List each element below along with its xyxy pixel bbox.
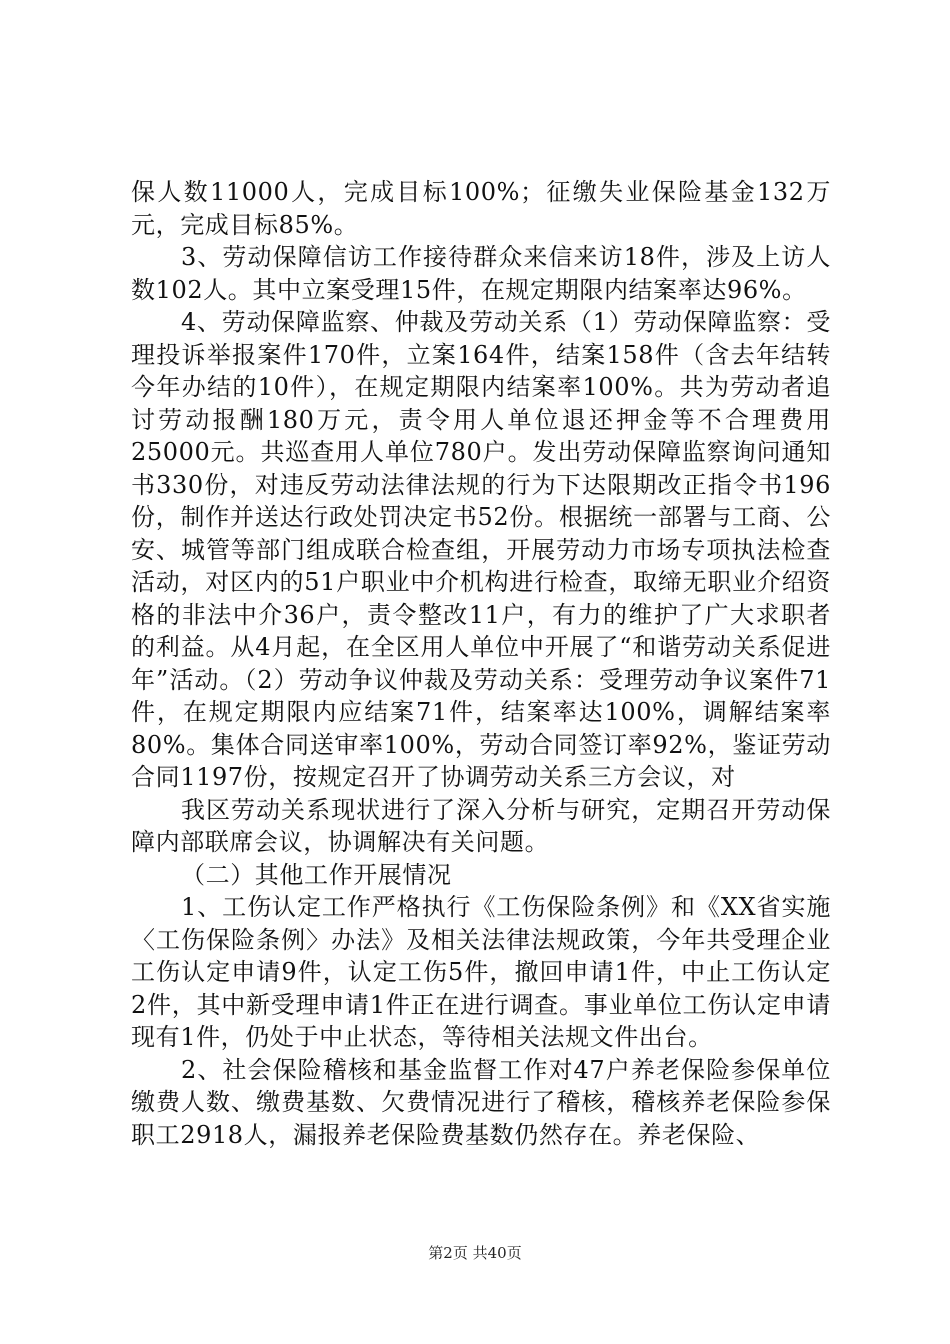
paragraph: 1、工伤认定工作严格执行《工伤保险条例》和《XX省实施〈工伤保险条例〉办法》及相关法律法规政策，今年共受理企业工伤认定申请9件，认定工伤5件，撤回申请1件，中止工伤认定2件，其中新受理申请1件正在进行调查。事业单位工伤认定申请现有1件，仍处于中止状态，等待相关法规文件出台。	[131, 893, 831, 1051]
paragraph: 3、劳动保障信访工作接待群众来信来访18件，涉及上访人数102人。其中立案受理15件，在规定期限内结案率达96%。	[131, 243, 831, 304]
page-number-footer: 第2页 共40页	[428, 1244, 522, 1262]
section-heading: （二）其他工作开展情况	[181, 860, 452, 889]
document-body	[131, 176, 831, 1151]
paragraph: 4、劳动保障监察、仲裁及劳动关系（1）劳动保障监察：受理投诉举报案件170件，立案164件，结案158件（含去年结转今年办结的10件），在规定期限内结案率100%。共为劳动者追讨劳动报酬180万元，责令用人单位退还押金等不合理费用25000元。共巡查用人单位780户。发出劳动保障监察询问通知书330份，对违反劳动法律法规的行为下达限期改正指令书196份，制作并送达行政处罚决定书52份。根据统一部署与工商、公安、城管等部门组成联合检查组，开展劳动力市场专项执法检查活动，对区内的51户职业中介机构进行检查，取缔无职业介绍资格的非法中介36户，责令整改11户，有力的维护了广大求职者的利益。从4月起，在全区用人单位中开展了“和谐劳动关系促进年”活动。（2）劳动争议仲裁及劳动关系：受理劳动争议案件71件，在规定期限内应结案71件，结案率达100%，调解结案率80%。集体合同送审率100%，劳动合同签订率92%，鉴证劳动合同1197份，按规定召开了协调劳动关系三方会议，对	[131, 308, 831, 791]
paragraph: 我区劳动关系现状进行了深入分析与研究，定期召开劳动保障内部联席会议，协调解决有关问题。	[131, 795, 831, 856]
paragraph: 2、社会保险稽核和基金监督工作对47户养老保险参保单位缴费人数、缴费基数、欠费情况进行了稽核，稽核养老保险参保职工2918人，漏报养老保险费基数仍然存在。养老保险、	[131, 1055, 831, 1149]
paragraph: 保人数11000人，完成目标100%；征缴失业保险基金132万元，完成目标85%。	[131, 178, 831, 239]
